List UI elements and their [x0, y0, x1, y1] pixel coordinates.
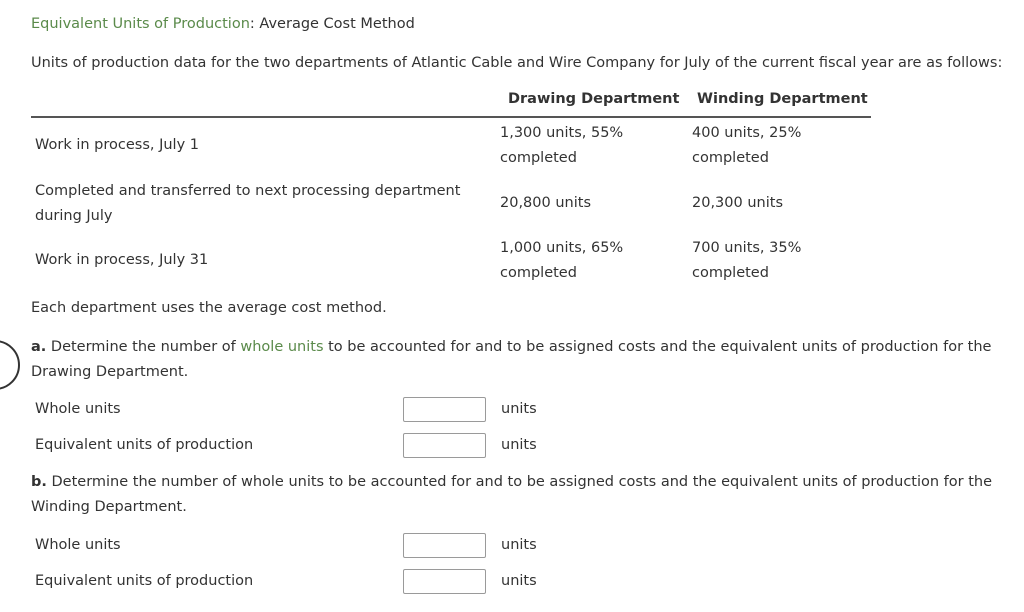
part-b-letter: b. [31, 474, 47, 490]
part-a-whole-units-label: Whole units [35, 401, 121, 417]
part-a-whole-units-input[interactable] [403, 397, 486, 422]
topic-link[interactable]: Equivalent Units of Production [31, 16, 250, 32]
part-b-whole-units-unit: units [501, 537, 537, 553]
question-marker-circle [0, 340, 20, 390]
table-header-rule [31, 116, 871, 118]
header-drawing-department: Drawing Department [508, 91, 680, 107]
header-winding-department: Winding Department [697, 91, 868, 107]
part-a-whole-units-unit: units [501, 401, 537, 417]
cell-drawing-completed: 20,800 units [500, 195, 591, 211]
row-label-wip-july-31: Work in process, July 31 [35, 252, 209, 268]
cell-drawing-wip-july-1: 1,300 units, 55% completed [500, 125, 624, 166]
title-separator: : [249, 16, 255, 32]
part-b-equivalent-units-label: Equivalent units of production [35, 573, 254, 589]
cell-winding-completed: 20,300 units [692, 195, 783, 211]
part-b-whole-units-input[interactable] [403, 533, 486, 558]
part-a-equivalent-units-input[interactable] [403, 433, 486, 458]
part-a-equivalent-units-unit: units [501, 437, 537, 453]
part-b-whole-units-label: Whole units [35, 537, 121, 553]
cell-drawing-wip-july-31: 1,000 units, 65% completed [500, 240, 624, 281]
row-label-completed-transferred: Completed and transferred to next processing department during July [35, 183, 461, 224]
part-a-question: a. Determine the number of whole units to be accounted for and to be assigned costs and the equivalent units of production for the Drawing Department. [31, 339, 992, 380]
part-a-letter: a. [31, 339, 47, 355]
row-label-wip-july-1: Work in process, July 1 [35, 137, 200, 153]
method-note: Each department uses the average cost method. [31, 300, 387, 316]
whole-units-link[interactable]: whole units [240, 339, 324, 355]
part-b-question: b. Determine the number of whole units to be accounted for and to be assigned costs and the equivalent units of production for the Winding Department. [31, 474, 993, 515]
cell-winding-wip-july-31: 700 units, 35% completed [692, 240, 802, 281]
intro-text: Units of production data for the two departments of Atlantic Cable and Wire Company for July of the current fiscal year are as follows: [31, 55, 1003, 71]
part-b-equivalent-units-unit: units [501, 573, 537, 589]
page-title [31, 16, 415, 32]
part-a-equivalent-units-label: Equivalent units of production [35, 437, 254, 453]
title-method: Average Cost Method [259, 16, 415, 32]
part-b-equivalent-units-input[interactable] [403, 569, 486, 594]
cell-winding-wip-july-1: 400 units, 25% completed [692, 125, 802, 166]
